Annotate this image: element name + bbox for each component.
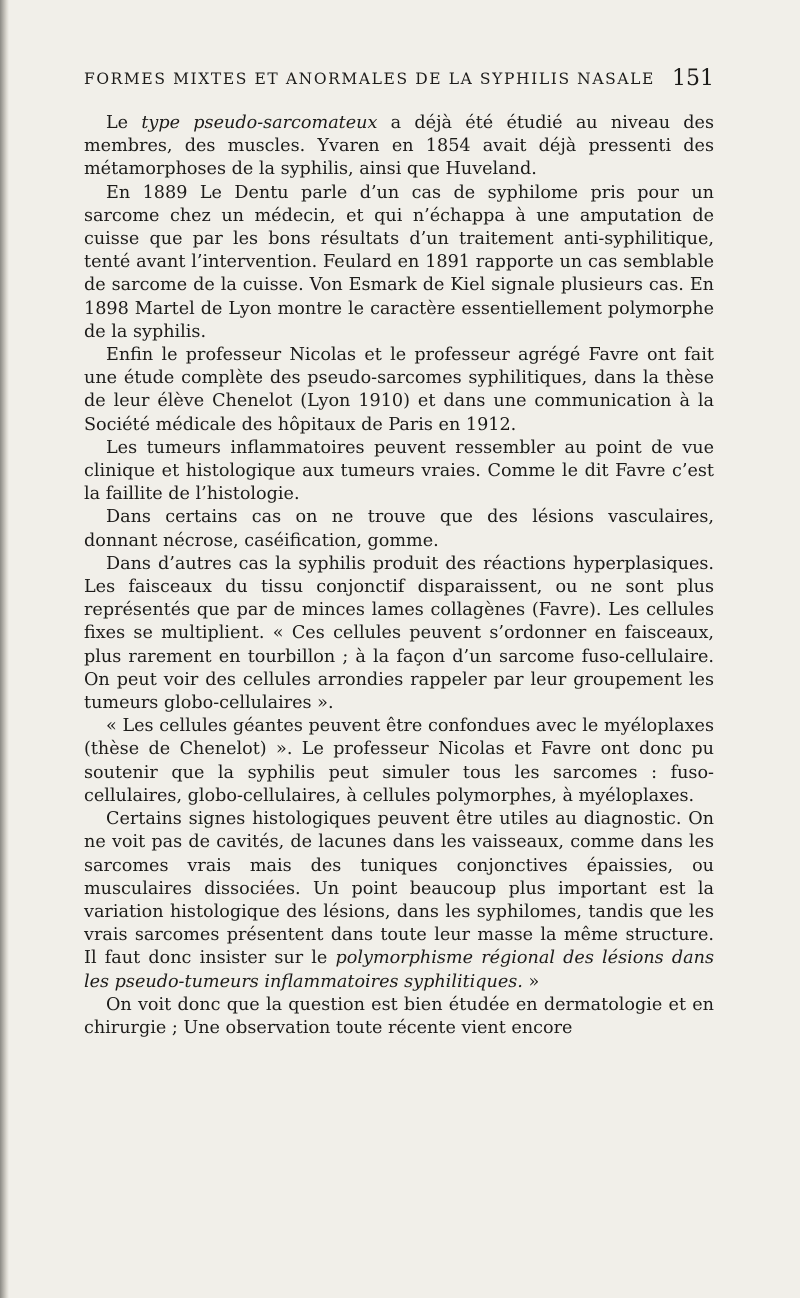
paragraph-2: En 1889 Le Dentu parle d’un cas de syphilome pris pour un sarcome chez un médecin, et qui n’échappa à une amputation de cuisse que par les bons résultats d’un traitement anti-syphilitique, tenté avant l’intervention. Feulard en 1891 rapporte un cas semblable de sarcome de la cuisse. Von Esmark de Kiel signale plusieurs cas. En 1898 Martel de Lyon montre le caractère essentiellement polymorphe de la syphilis. [84, 182, 714, 342]
paragraph-1-italic: type pseudo-sarcomateux [141, 113, 378, 133]
page-header [84, 66, 714, 98]
paragraph-9: On voit donc que la question est bien étudée en dermatologie et en chirurgie ; Une observation toute récente vient encore [84, 994, 714, 1038]
paragraph-5: Dans certains cas on ne trouve que des lésions vasculaires, donnant nécrose, caséification, gomme. [84, 507, 714, 551]
paragraph-7: « Les cellules géantes peuvent être confondues avec le myéloplaxes (thèse de Chenelot) ». Le professeur Nicolas et Favre ont donc pu soutenir que la syphilis peut simuler tous les sarcomes : fuso-cellulaires, globo-cellulaires, à cellules polymorphes, à myéloplaxes. [84, 716, 714, 806]
paragraph-1-start: Le [106, 113, 142, 133]
paragraph-8-start: Certains signes histologiques peuvent être utiles au diagnostic. On ne voit pas de cavités, de lacunes dans les vaisseaux, comme dans les sarcomes vrais mais des tuniques conjonctives épaissies, ou musculaires dissociées. Un point beaucoup plus important est la variation histologique des lésions, dans les syphilomes, tandis que les vrais sarcomes présentent dans toute leur masse la même structure. Il faut donc insister sur le [84, 809, 714, 969]
paragraph-1 [84, 112, 714, 182]
page-number: 151 [672, 66, 714, 91]
paragraph-8-italic: polymorphisme régional des lésions dans les pseudo-tumeurs inflammatoires syphilitiques. [84, 948, 714, 992]
paragraph-6: Dans d’autres cas la syphilis produit des réactions hyperplasiques. Les faisceaux du tissu conjonctif disparaissent, ou ne sont plus représentés que par de minces lames collagènes (Favre). Les cellules fixes se multiplient. « Ces cellules peuvent s’ordonner en faisceaux, plus rarement en tourbillon ; à la façon d’un sarcome fuso-cellulaire. On peut voir des cellules arrondies rappeler par leur groupement les tumeurs globo-cellulaires ». [84, 553, 714, 714]
page-binding-edge [0, 0, 9, 1298]
paragraph-8 [84, 808, 714, 994]
paragraph-1-end: a déjà été étudié au niveau des membres, des muscles. Yvaren en 1854 avait déjà pressenti des métamorphoses de la syphilis, ainsi que Huveland. [84, 113, 714, 180]
paragraph-8-end: » [522, 971, 540, 992]
running-title: FORMES MIXTES ET ANORMALES DE LA SYPHILIS NASALE [84, 70, 655, 88]
paragraph-4: Les tumeurs inflammatoires peuvent ressembler au point de vue clinique et histologique aux tumeurs vraies. Comme le dit Favre c’est la faillite de l’histologie. [84, 437, 714, 505]
paragraph-3: Enfin le professeur Nicolas et le professeur agrégé Favre ont fait une étude complète des pseudo-sarcomes syphilitiques, dans la thèse de leur élève Chenelot (Lyon 1910) et dans une communication à la Société médicale des hôpitaux de Paris en 1912. [84, 345, 714, 435]
body-text [84, 112, 714, 1040]
